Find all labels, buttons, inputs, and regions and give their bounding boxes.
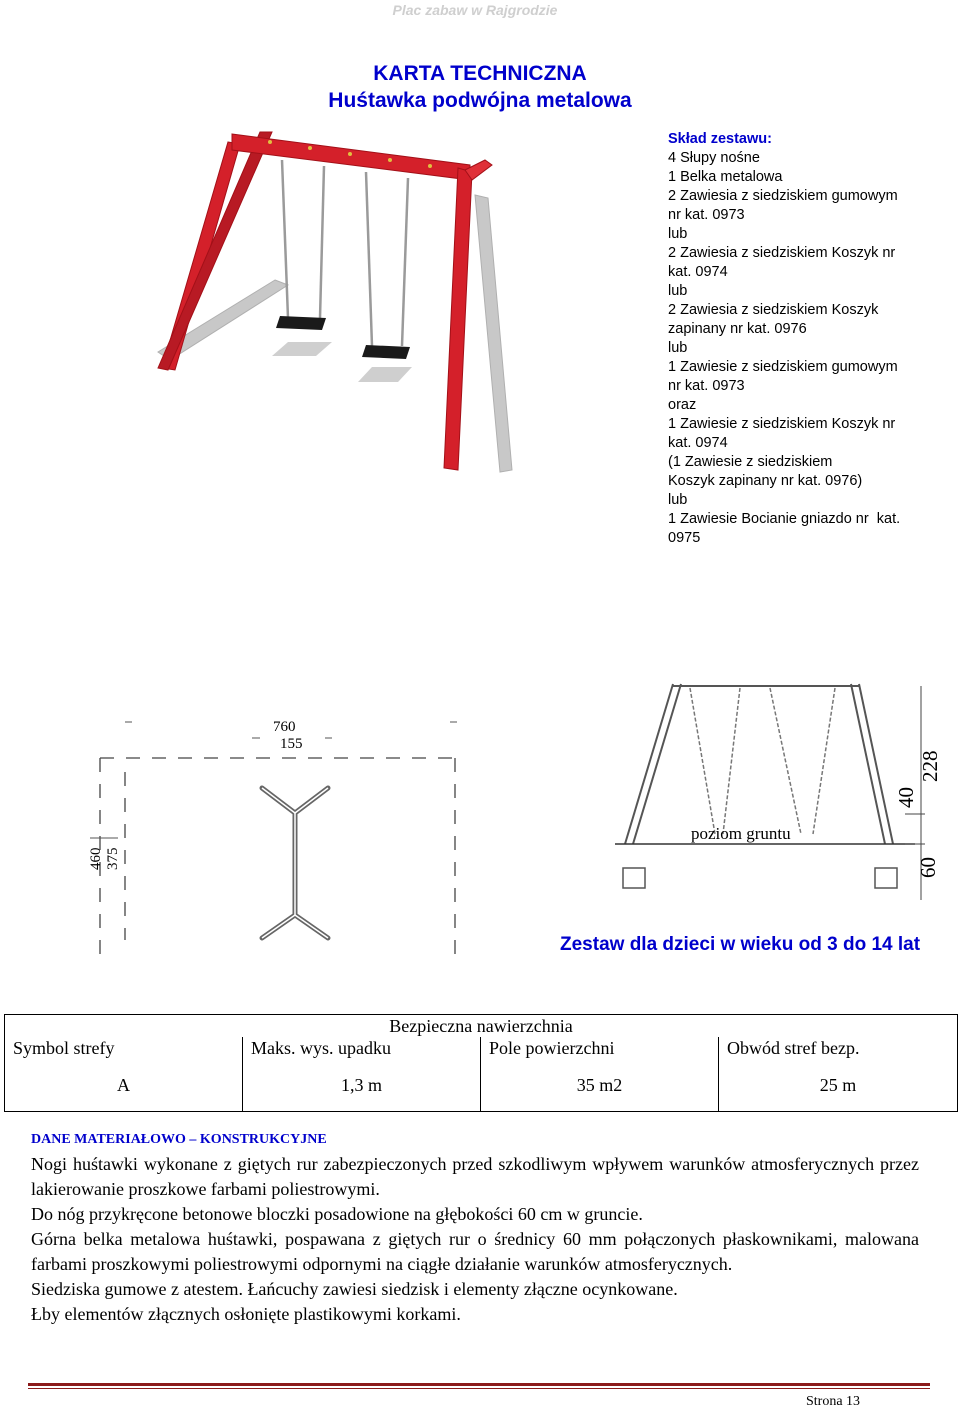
- header-watermark: Plac zabaw w Rajgrodzie: [392, 2, 558, 18]
- safety-surface-table: [4, 1014, 958, 1112]
- kit-heading: Skład zestawu:: [668, 131, 772, 147]
- page-number: Strona 13: [806, 1394, 861, 1409]
- materials-heading: DANE MATERIAŁOWO – KONSTRUKCYJNE: [31, 1132, 327, 1147]
- table-header: Pole powierzchni: [481, 1037, 719, 1059]
- materials-paragraph: Do nóg przykręcone betonowe bloczki posadowione na głębokości 60 cm w gruncie.: [31, 1204, 643, 1224]
- chains-elevation: [690, 688, 835, 834]
- kit-line: kat. 0974: [668, 264, 728, 280]
- kit-line: lub: [668, 492, 688, 508]
- seat-shadow: [272, 342, 332, 356]
- age-note: Zestaw dla dzieci w wieku od 3 do 14 lat: [560, 934, 921, 955]
- beam: [232, 134, 470, 180]
- table-header-row: [5, 1037, 958, 1059]
- leg-left-inner: [158, 132, 272, 370]
- table-header: Obwód stref bezp.: [719, 1037, 958, 1059]
- dimension-ticks: [90, 722, 457, 838]
- materials-paragraph: Nogi huśtawki wykonane z giętych rur zabezpieczonych przed szkodliwym wpływem warunków atmosferycznych przez lakierowanie proszkowe farbami poliestrowymi.: [31, 1154, 919, 1199]
- dim-left-total: 460: [88, 847, 104, 870]
- materials-paragraph: Łby elementów złącznych osłonięte plastikowymi korkami.: [31, 1304, 461, 1324]
- foundation-block-right: [875, 868, 897, 888]
- ground-label: poziom gruntu: [691, 824, 791, 843]
- materials-paragraph: Siedziska gumowe z atestem. Łańcuchy zawiesi siedzisk i elementy złączne ocynkowane.: [31, 1279, 678, 1299]
- page-subtitle: Huśtawka podwójna metalowa: [328, 89, 632, 112]
- page-title: KARTA TECHNICZNA: [373, 62, 587, 85]
- seat-shadow: [358, 367, 412, 382]
- footer-rule-thin: [28, 1388, 930, 1389]
- materials-body: [31, 1152, 919, 1327]
- dim-top-width: 760: [273, 719, 296, 735]
- table-header: Maks. wys. upadku: [243, 1037, 481, 1059]
- swing-illustration: [140, 120, 660, 580]
- dim-height-total: 228: [918, 750, 942, 782]
- table-cell: 1,3 m: [243, 1059, 481, 1112]
- kit-line: (1 Zawiesie z siedziskiem: [668, 454, 833, 470]
- kit-line: zapinany nr kat. 0976: [668, 321, 807, 337]
- seat-right: [362, 345, 410, 359]
- table-cell: 25 m: [719, 1059, 958, 1112]
- footer-rule: [28, 1383, 930, 1386]
- kit-list: [668, 130, 953, 548]
- table-cell: 35 m2: [481, 1059, 719, 1112]
- dim-seat-height: 40: [894, 787, 918, 808]
- kit-line: 1 Zawiesie z siedziskiem Koszyk nr: [668, 416, 896, 432]
- foundation-block-left: [623, 868, 645, 888]
- kit-line: 2 Zawiesia z siedziskiem Koszyk nr: [668, 245, 896, 261]
- kit-line: 4 Słupy nośne: [668, 150, 760, 166]
- kit-line: 2 Zawiesia z siedziskiem Koszyk: [668, 302, 879, 318]
- kit-line: lub: [668, 226, 688, 242]
- materials-paragraph: Górna belka metalowa huśtawki, pospawana z giętych rur o średnicy 60 mm połączonych płaskownikami, malowana farbami proszkowymi poliestrowymi odpornymi na ciągłe działanie warunków atmosferycznych.: [31, 1229, 919, 1274]
- kit-line: 1 Zawiesie z siedziskiem gumowym: [668, 359, 898, 375]
- dim-top-inner: 155: [280, 736, 303, 752]
- front-leg-right: [444, 168, 472, 470]
- kit-line: lub: [668, 283, 688, 299]
- kit-line: kat. 0974: [668, 435, 728, 451]
- table-row: [5, 1059, 958, 1112]
- kit-line: 1 Zawiesie Bocianie gniazdo nr kat.: [668, 511, 901, 527]
- seat-left: [276, 316, 326, 330]
- table-title: Bezpieczna nawierzchnia: [5, 1015, 958, 1038]
- table-header: Symbol strefy: [5, 1037, 243, 1059]
- kit-line: nr kat. 0973: [668, 207, 745, 223]
- kit-line: nr kat. 0973: [668, 378, 745, 394]
- dim-left-inner: 375: [105, 847, 121, 870]
- kit-line: 0975: [668, 530, 701, 546]
- kit-line: 2 Zawiesia z siedziskiem gumowym: [668, 188, 898, 204]
- plan-view-diagram: [80, 710, 470, 970]
- kit-line: Koszyk zapinany nr kat. 0976): [668, 473, 863, 489]
- frame-elevation: [625, 684, 893, 844]
- elevation-diagram: [615, 672, 950, 902]
- kit-line: 1 Belka metalowa: [668, 169, 783, 185]
- kit-line: oraz: [668, 397, 697, 413]
- dim-depth: 60: [916, 857, 940, 878]
- kit-line: lub: [668, 340, 688, 356]
- table-cell: A: [5, 1059, 243, 1112]
